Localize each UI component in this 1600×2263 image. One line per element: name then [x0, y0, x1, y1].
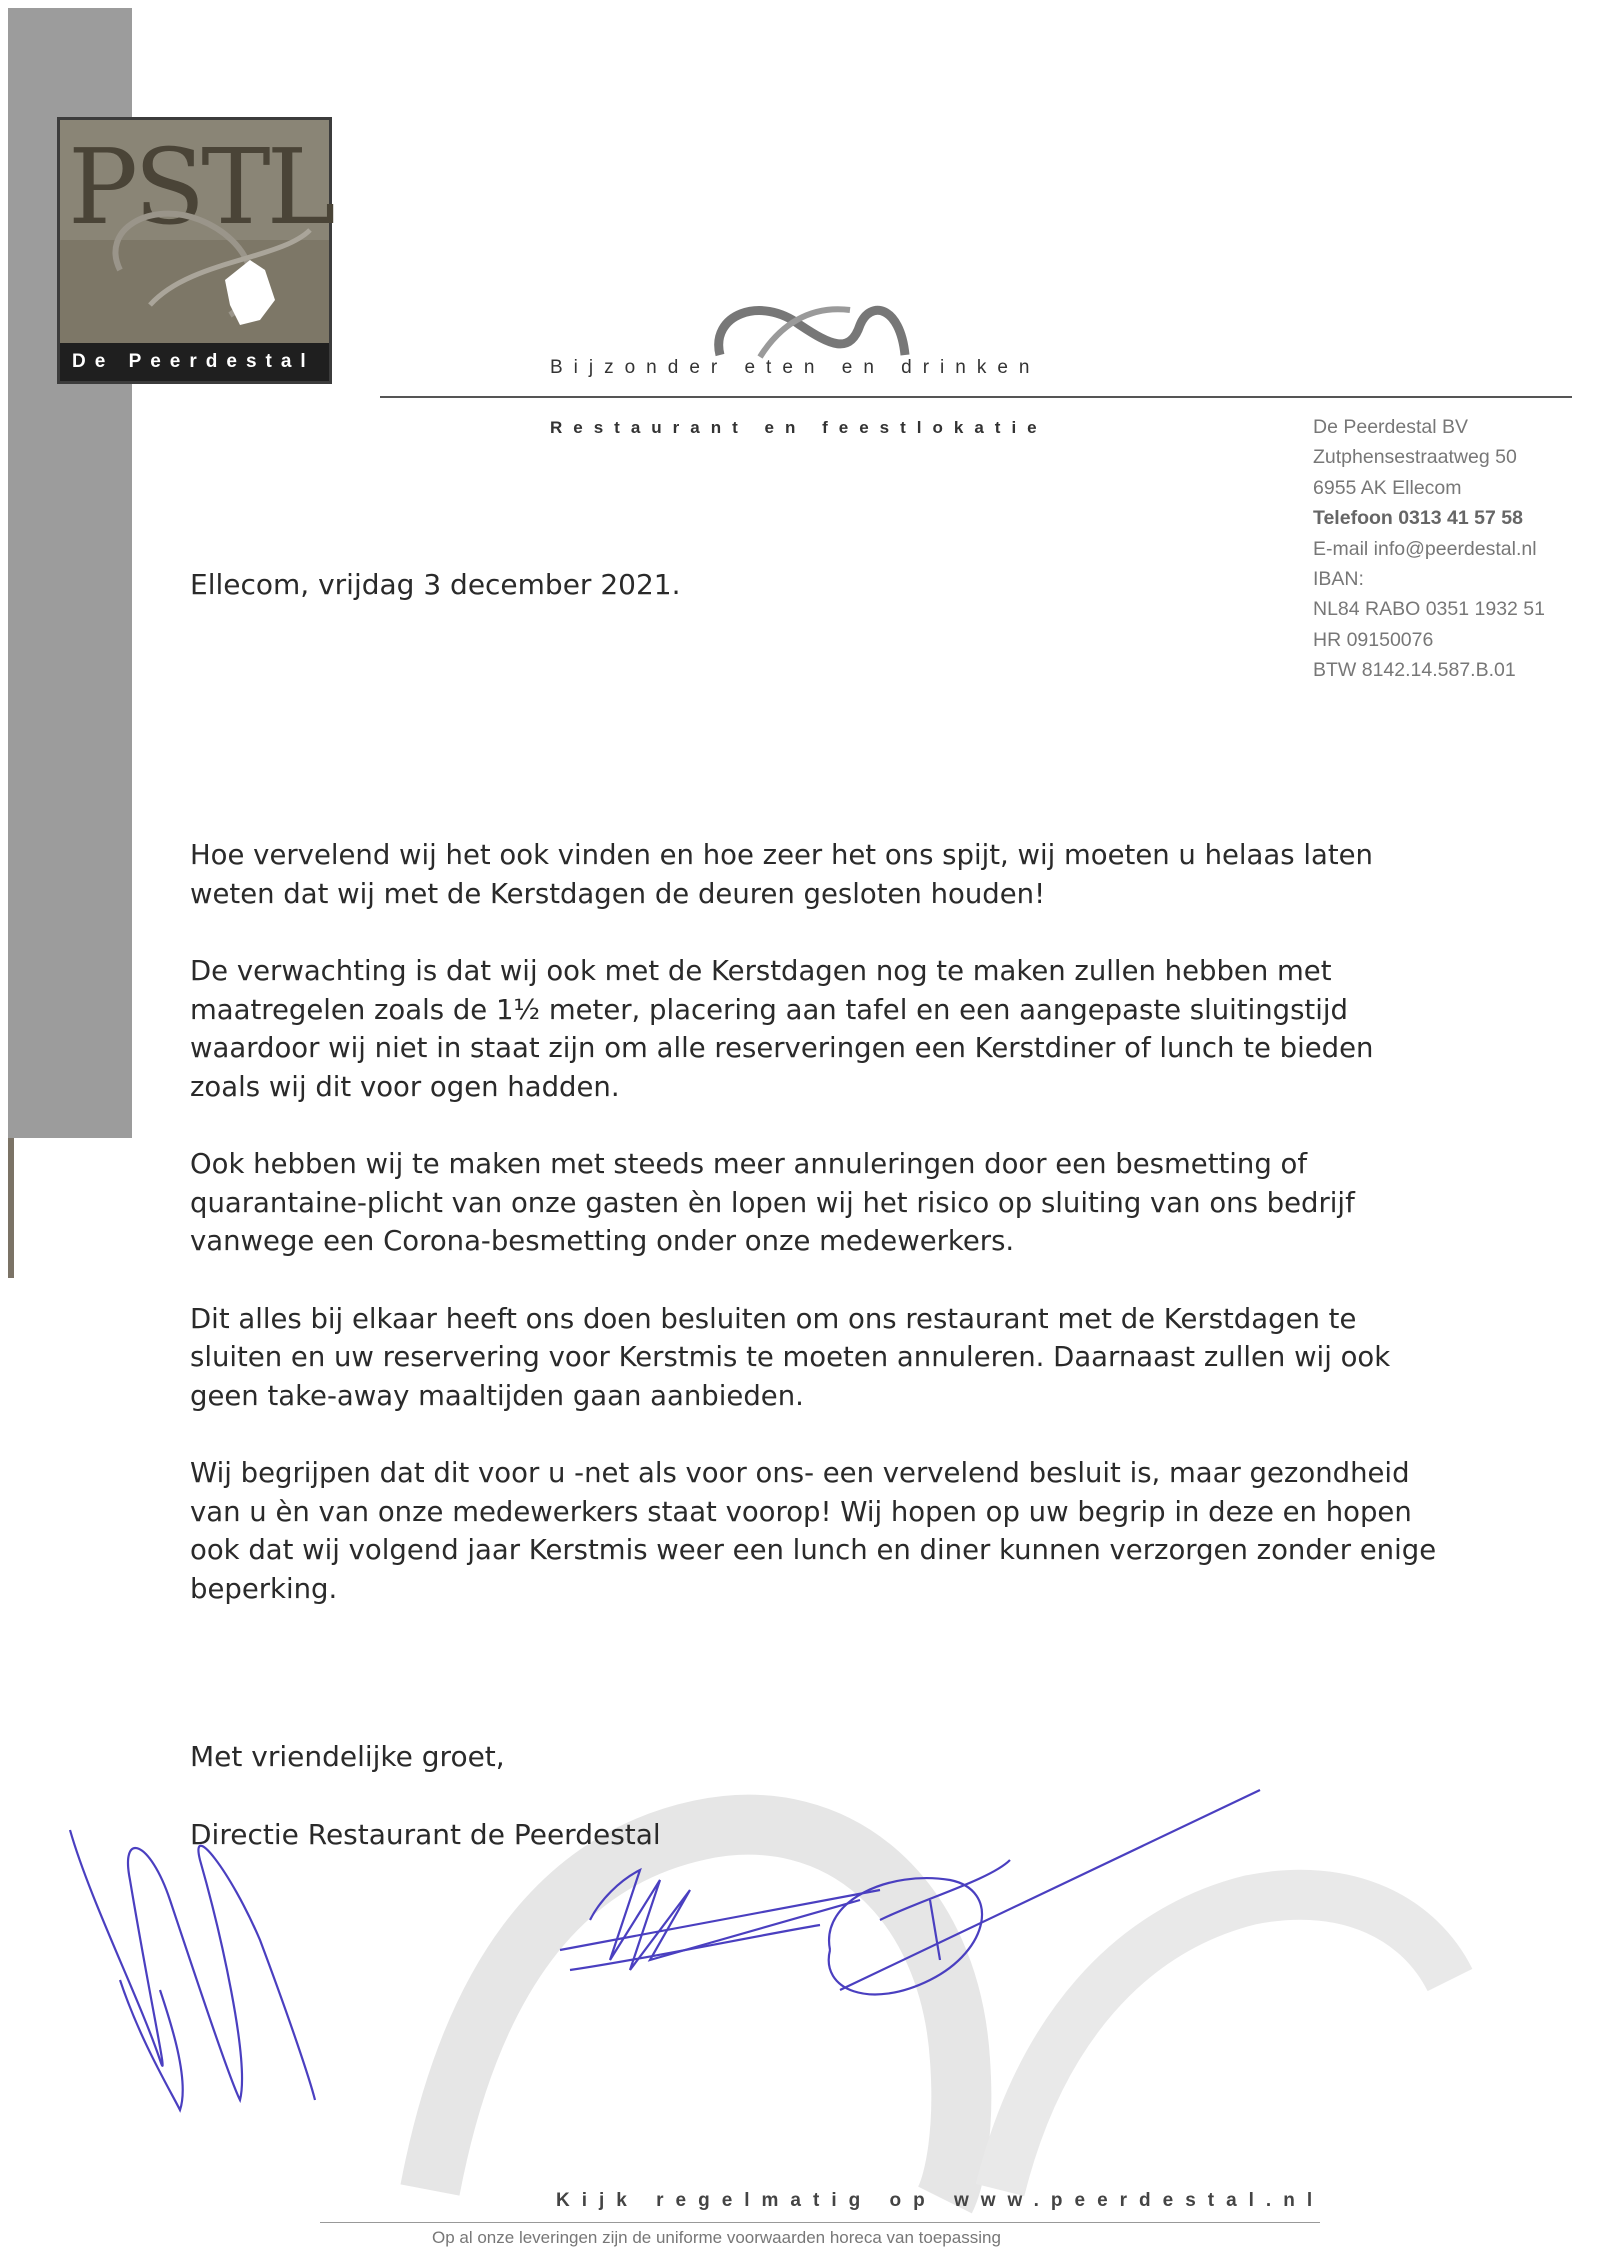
footer-terms: Op al onze leveringen zijn de uniforme voorwaarden horeca van toepassing: [432, 2228, 1001, 2247]
tagline: Bijzonder eten en drinken: [550, 357, 1041, 378]
footer-divider: [320, 2222, 1320, 2223]
footer-website: Kijk regelmatig op www.peerdestal.nl: [556, 2190, 1325, 2211]
date-line: Ellecom, vrijdag 3 december 2021.: [190, 568, 681, 601]
contact-company: De Peerdestal BV: [1313, 416, 1469, 438]
contact-iban-label: IBAN:: [1313, 568, 1364, 591]
contact-btw: BTW 8142.14.587.B.01: [1313, 659, 1516, 682]
subtagline: Restaurant en feestlokatie: [550, 418, 1048, 437]
contact-email: E-mail info@peerdestal.nl: [1313, 537, 1537, 560]
closing: Met vriendelijke groet,: [190, 1740, 505, 1773]
paragraph: Dit alles bij elkaar heeft ons doen besluiten om ons restaurant met de Kerstdagen te sluiten en uw reservering voor Kerstmis te moeten annuleren. Daarnaast zullen wij ook geen take-away maaltijden gaan aanbieden.: [190, 1302, 1391, 1412]
paragraph: Ook hebben wij te maken met steeds meer annuleringen door een besmetting of quarantaine-plicht van onze gasten èn lopen wij het risico op sluiting van ons bedrijf vanwege een Corona-besmetting onder onze medewerkers.: [190, 1148, 1355, 1257]
paragraph: De verwachting is dat wij ook met de Kerstdagen nog te maken zullen hebben met maatregelen zoals de 1½ meter, placering aan tafel en een aangepaste sluitingstijd waardoor wij niet in staat zijn om alle reserveringen een Kerstdiner of lunch te bieden zoals wij dit voor ogen hadden.: [190, 955, 1374, 1103]
paragraph: Wij begrijpen dat dit voor u -net als voor ons- een vervelend besluit is, maar gezondheid van u èn van onze medewerkers staat voorop! Wij hopen op uw begrip in deze en hopen ook dat wij volgend jaar Kerstmis weer een lunch en diner kunnen verzorgen zonder enige beperking.: [190, 1457, 1437, 1605]
paragraph: Hoe vervelend wij het ook vinden en hoe zeer het ons spijt, wij moeten u helaas laten weten dat wij met de Kerstdagen de deuren gesloten houden!: [190, 839, 1373, 910]
contact-hr: HR 09150076: [1313, 628, 1434, 651]
contact-iban: NL84 RABO 0351 1932 51: [1313, 598, 1546, 621]
contact-street: Zutphensestraatweg 50: [1313, 446, 1517, 469]
logo-caption: De Peerdestal: [60, 343, 329, 381]
logo-monogram: PSTL: [68, 126, 332, 248]
signatory: Directie Restaurant de Peerdestal: [190, 1818, 661, 1851]
contact-city: 6955 AK Ellecom: [1313, 476, 1462, 499]
contact-phone: Telefoon 0313 41 57 58: [1313, 507, 1523, 530]
